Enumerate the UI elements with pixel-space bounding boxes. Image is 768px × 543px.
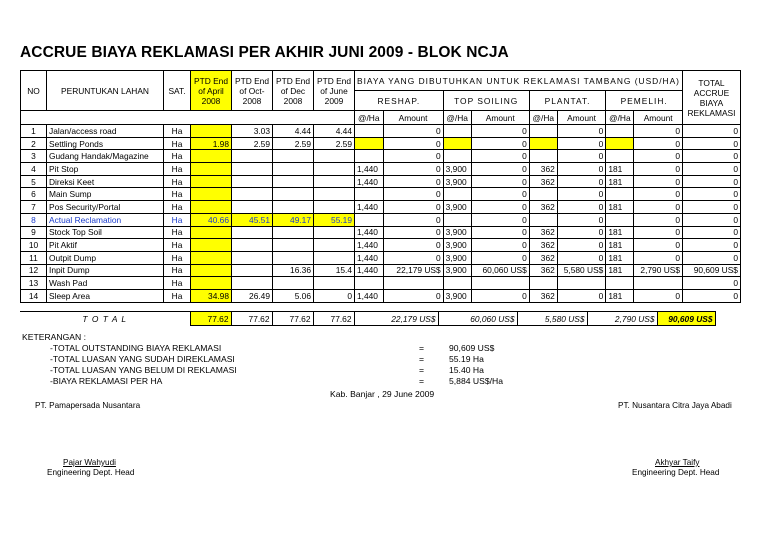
cell-name: Pit Stop — [47, 163, 164, 176]
cell-name: Stock Top Soil — [47, 226, 164, 239]
table-row — [21, 226, 741, 239]
cell-p-amt: 0 — [557, 175, 606, 188]
cell-apr — [191, 175, 232, 188]
header-ptd-oct: PTD End of Oct-2008 — [232, 71, 273, 111]
cell-no: 8 — [21, 213, 47, 226]
cell-sat: Ha — [164, 239, 191, 252]
cell-sat: Ha — [164, 251, 191, 264]
cell-jun — [314, 201, 355, 214]
header-peruntukan: PERUNTUKAN LAHAN — [47, 71, 164, 111]
cell-total: 0 — [682, 239, 740, 252]
table-row — [21, 163, 741, 176]
cell-t-ha — [443, 150, 471, 163]
cell-r-amt: 0 — [383, 239, 443, 252]
cell-no: 5 — [21, 175, 47, 188]
cell-t-ha — [443, 213, 471, 226]
cell-m-amt: 0 — [634, 163, 683, 176]
table-row — [21, 175, 741, 188]
cell-name: Pit Aktif — [47, 239, 164, 252]
cell-no: 12 — [21, 264, 47, 277]
cell-r-ha: 1,440 — [355, 163, 384, 176]
cell-p-amt: 0 — [557, 226, 606, 239]
cell-r-ha: 1,440 — [355, 226, 384, 239]
table-row — [21, 150, 741, 163]
cell-oct: 26.49 — [232, 289, 273, 302]
cell-m-ha — [606, 137, 634, 150]
reclamation-table — [20, 70, 741, 303]
cell-apr: 34.98 — [191, 289, 232, 302]
cell-r-ha — [355, 213, 384, 226]
cell-sat: Ha — [164, 277, 191, 290]
cell-m-ha — [606, 125, 634, 138]
cell-dec: 4.44 — [273, 125, 314, 138]
cell-sat: Ha — [164, 213, 191, 226]
cell-sat: Ha — [164, 264, 191, 277]
cell-m-amt: 0 — [634, 239, 683, 252]
cell-m-ha — [606, 277, 634, 290]
cell-r-amt — [383, 277, 443, 290]
cell-t-amt: 0 — [471, 163, 529, 176]
cell-m-ha: 181 — [606, 264, 634, 277]
cell-m-amt: 0 — [634, 213, 683, 226]
header-sat: SAT. — [164, 71, 191, 111]
cell-sat: Ha — [164, 226, 191, 239]
cell-no: 9 — [21, 226, 47, 239]
cell-total: 0 — [682, 137, 740, 150]
cell-t-amt — [471, 277, 529, 290]
table-row — [21, 125, 741, 138]
cell-apr — [191, 188, 232, 201]
cell-jun: 15.4 — [314, 264, 355, 277]
cell-m-ha: 181 — [606, 201, 634, 214]
header-no: NO — [21, 71, 47, 111]
header-reshap: RESHAP. — [355, 91, 444, 111]
place-date: Kab. Banjar , 29 June 2009 — [330, 389, 435, 399]
header-ptd-april: PTD End of April 2008 — [191, 71, 232, 111]
cell-jun — [314, 188, 355, 201]
keterangan-equals: = — [419, 376, 425, 386]
header-spacer — [21, 111, 355, 125]
left-company: PT. Pamapersada Nusantara — [35, 401, 141, 410]
cell-no: 2 — [21, 137, 47, 150]
cell-t-amt: 0 — [471, 175, 529, 188]
header-ptd-june: PTD End of June 2009 — [314, 71, 355, 111]
cell-total: 0 — [682, 213, 740, 226]
cell-sat: Ha — [164, 163, 191, 176]
header-top-soiling: TOP SOILING — [443, 91, 529, 111]
left-signer-title: Engineering Dept. Head — [47, 468, 135, 477]
right-company: PT. Nusantara Citra Jaya Abadi — [618, 401, 732, 410]
cell-r-ha: 1,440 — [355, 239, 384, 252]
cell-dec: 49.17 — [273, 213, 314, 226]
cell-dec — [273, 188, 314, 201]
cell-sat: Ha — [164, 175, 191, 188]
keterangan-value: 15.40 Ha — [449, 365, 484, 375]
table-row — [21, 188, 741, 201]
cell-name: Direksi Keet — [47, 175, 164, 188]
cell-oct: 3.03 — [232, 125, 273, 138]
cell-t-amt: 60,060 US$ — [471, 264, 529, 277]
cell-p-ha — [529, 277, 557, 290]
cell-p-ha: 362 — [529, 264, 557, 277]
cell-no: 10 — [21, 239, 47, 252]
cell-jun — [314, 277, 355, 290]
cell-dec: 16.36 — [273, 264, 314, 277]
cell-dec — [273, 163, 314, 176]
cell-r-amt: 0 — [383, 163, 443, 176]
cell-p-ha: 362 — [529, 175, 557, 188]
cell-sat: Ha — [164, 137, 191, 150]
cell-dec — [273, 251, 314, 264]
cell-m-amt: 0 — [634, 251, 683, 264]
cell-r-amt: 0 — [383, 188, 443, 201]
cell-apr: 1.98 — [191, 137, 232, 150]
cell-name: Sleep Area — [47, 289, 164, 302]
cell-dec — [273, 239, 314, 252]
cell-no: 14 — [21, 289, 47, 302]
cell-p-ha: 362 — [529, 201, 557, 214]
header-plantat: PLANTAT. — [529, 91, 606, 111]
cell-r-amt: 0 — [383, 226, 443, 239]
right-signer-title: Engineering Dept. Head — [632, 468, 720, 477]
table-row — [21, 251, 741, 264]
cell-t-ha: 3,900 — [443, 239, 471, 252]
cell-no: 7 — [21, 201, 47, 214]
cell-no: 13 — [21, 277, 47, 290]
cell-p-ha — [529, 125, 557, 138]
cell-apr — [191, 201, 232, 214]
header-total-accrue: TOTAL ACCRUE BIAYA REKLAMASI — [682, 71, 740, 125]
cell-dec: 2.59 — [273, 137, 314, 150]
cell-p-amt: 0 — [557, 201, 606, 214]
left-signer-name: Pajar Wahyudi — [63, 458, 116, 467]
keterangan-label: -TOTAL OUTSTANDING BIAYA REKLAMASI — [50, 343, 222, 353]
table-row — [21, 289, 741, 302]
cell-jun: 55.19 — [314, 213, 355, 226]
cell-sat: Ha — [164, 289, 191, 302]
cell-r-ha: 1,440 — [355, 264, 384, 277]
cell-total: 0 — [682, 175, 740, 188]
cell-r-ha: 1,440 — [355, 201, 384, 214]
cell-oct — [232, 226, 273, 239]
cell-t-ha: 3,900 — [443, 201, 471, 214]
table-row — [21, 201, 741, 214]
cell-p-ha: 362 — [529, 239, 557, 252]
total-label: T O T A L — [20, 312, 190, 326]
total-plantat: 5,580 US$ — [517, 312, 587, 326]
cell-r-amt: 0 — [383, 137, 443, 150]
right-signer-name: Akhyar Taify — [655, 458, 700, 467]
cell-m-ha: 181 — [606, 251, 634, 264]
cell-oct — [232, 175, 273, 188]
total-dec: 77.62 — [272, 312, 313, 326]
cell-dec — [273, 226, 314, 239]
cell-name: Main Sump — [47, 188, 164, 201]
cell-p-ha: 362 — [529, 251, 557, 264]
cell-name: Wash Pad — [47, 277, 164, 290]
cell-p-amt: 0 — [557, 150, 606, 163]
cell-sat: Ha — [164, 188, 191, 201]
table-row — [21, 137, 741, 150]
cell-jun — [314, 163, 355, 176]
cell-oct — [232, 201, 273, 214]
cell-no: 4 — [21, 163, 47, 176]
keterangan-value: 55.19 Ha — [449, 354, 484, 364]
cell-p-ha: 362 — [529, 289, 557, 302]
cell-m-amt: 0 — [634, 175, 683, 188]
cell-t-amt: 0 — [471, 226, 529, 239]
cell-m-ha: 181 — [606, 239, 634, 252]
cell-oct — [232, 163, 273, 176]
cell-t-amt: 0 — [471, 213, 529, 226]
cell-apr — [191, 125, 232, 138]
cell-t-ha: 3,900 — [443, 251, 471, 264]
cell-r-ha: 1,440 — [355, 251, 384, 264]
cell-t-ha — [443, 137, 471, 150]
cell-apr — [191, 239, 232, 252]
cell-p-amt — [557, 277, 606, 290]
cell-dec — [273, 150, 314, 163]
cell-name: Jalan/access road — [47, 125, 164, 138]
cell-r-amt: 0 — [383, 289, 443, 302]
cell-r-amt: 0 — [383, 175, 443, 188]
cell-p-amt: 0 — [557, 213, 606, 226]
cell-jun — [314, 226, 355, 239]
cell-t-amt: 0 — [471, 125, 529, 138]
cell-oct: 45.51 — [232, 213, 273, 226]
cell-m-amt: 0 — [634, 125, 683, 138]
cell-dec — [273, 201, 314, 214]
cell-t-amt: 0 — [471, 251, 529, 264]
cell-p-amt: 0 — [557, 125, 606, 138]
keterangan-value: 5,884 US$/Ha — [449, 376, 503, 386]
keterangan-label: -TOTAL LUASAN YANG SUDAH DIREKLAMASI — [50, 354, 235, 364]
cell-p-amt: 0 — [557, 188, 606, 201]
header-amount: Amount — [634, 111, 683, 125]
cell-r-ha — [355, 150, 384, 163]
cell-total: 0 — [682, 201, 740, 214]
table-row — [21, 264, 741, 277]
cell-p-ha: 362 — [529, 226, 557, 239]
cell-m-amt: 2,790 US$ — [634, 264, 683, 277]
cell-oct — [232, 239, 273, 252]
cell-dec — [273, 277, 314, 290]
cell-t-ha — [443, 188, 471, 201]
keterangan-label: -BIAYA REKLAMASI PER HA — [50, 376, 163, 386]
cell-r-amt: 0 — [383, 201, 443, 214]
cell-p-amt: 0 — [557, 137, 606, 150]
cell-t-amt: 0 — [471, 201, 529, 214]
cell-r-amt: 0 — [383, 150, 443, 163]
header-amount: Amount — [557, 111, 606, 125]
cell-m-ha — [606, 188, 634, 201]
cell-oct — [232, 150, 273, 163]
cell-name: Actual Reclamation — [47, 213, 164, 226]
total-jun: 77.62 — [313, 312, 354, 326]
keterangan-heading: KETERANGAN : — [22, 332, 86, 342]
cell-m-ha: 181 — [606, 226, 634, 239]
cell-apr — [191, 226, 232, 239]
cell-m-amt: 0 — [634, 137, 683, 150]
header-amount: Amount — [471, 111, 529, 125]
cell-apr — [191, 264, 232, 277]
header-per-ha: @/Ha — [443, 111, 471, 125]
cell-oct: 2.59 — [232, 137, 273, 150]
cell-t-amt: 0 — [471, 150, 529, 163]
cell-jun: 2.59 — [314, 137, 355, 150]
cell-r-ha: 1,440 — [355, 289, 384, 302]
cell-total: 0 — [682, 289, 740, 302]
cell-no: 3 — [21, 150, 47, 163]
cell-total: 0 — [682, 251, 740, 264]
cell-t-amt: 0 — [471, 137, 529, 150]
header-amount: Amount — [383, 111, 443, 125]
page-title: ACCRUE BIAYA REKLAMASI PER AKHIR JUNI 2009 - BLOK NCJA — [20, 44, 509, 61]
total-table — [20, 311, 716, 326]
cell-total: 0 — [682, 125, 740, 138]
cell-total: 0 — [682, 188, 740, 201]
cell-apr — [191, 251, 232, 264]
cell-p-amt: 0 — [557, 163, 606, 176]
cell-r-amt: 22,179 US$ — [383, 264, 443, 277]
cell-jun — [314, 175, 355, 188]
keterangan-value: 90,609 US$ — [449, 343, 495, 353]
cell-r-amt: 0 — [383, 251, 443, 264]
cell-p-amt: 0 — [557, 289, 606, 302]
cell-sat: Ha — [164, 125, 191, 138]
header-per-ha: @/Ha — [529, 111, 557, 125]
cell-r-ha — [355, 125, 384, 138]
cell-r-amt: 0 — [383, 213, 443, 226]
cell-m-amt: 0 — [634, 201, 683, 214]
cell-no: 6 — [21, 188, 47, 201]
header-pemelih: PEMELIH. — [606, 91, 683, 111]
cell-p-amt: 0 — [557, 239, 606, 252]
cell-apr: 40.66 — [191, 213, 232, 226]
cell-oct — [232, 277, 273, 290]
cell-m-amt: 0 — [634, 150, 683, 163]
header-ptd-dec: PTD End of Dec 2008 — [273, 71, 314, 111]
total-grand: 90,609 US$ — [657, 312, 715, 326]
cell-t-amt: 0 — [471, 188, 529, 201]
cell-total: 90,609 US$ — [682, 264, 740, 277]
cell-r-ha: 1,440 — [355, 175, 384, 188]
cell-t-ha — [443, 277, 471, 290]
cell-m-ha — [606, 150, 634, 163]
keterangan-equals: = — [419, 365, 425, 375]
cell-p-ha — [529, 213, 557, 226]
cell-oct — [232, 188, 273, 201]
cell-p-amt: 0 — [557, 251, 606, 264]
cell-t-ha: 3,900 — [443, 264, 471, 277]
header-biaya: BIAYA YANG DIBUTUHKAN UNTUK REKLAMASI TAMBANG (USD/HA) — [355, 71, 683, 91]
cell-m-ha: 181 — [606, 289, 634, 302]
cell-t-ha: 3,900 — [443, 226, 471, 239]
cell-m-ha: 181 — [606, 175, 634, 188]
cell-sat: Ha — [164, 150, 191, 163]
total-apr: 77.62 — [190, 312, 231, 326]
cell-name: Inpit Dump — [47, 264, 164, 277]
header-per-ha: @/Ha — [606, 111, 634, 125]
total-reshap: 22,179 US$ — [354, 312, 438, 326]
cell-p-ha — [529, 150, 557, 163]
cell-apr — [191, 277, 232, 290]
cell-p-ha: 362 — [529, 163, 557, 176]
cell-no: 1 — [21, 125, 47, 138]
cell-p-ha — [529, 188, 557, 201]
total-pemelih: 2,790 US$ — [587, 312, 657, 326]
cell-r-ha — [355, 188, 384, 201]
cell-t-amt: 0 — [471, 239, 529, 252]
cell-name: Outpit Dump — [47, 251, 164, 264]
cell-oct — [232, 251, 273, 264]
cell-p-amt: 5,580 US$ — [557, 264, 606, 277]
total-oct: 77.62 — [231, 312, 272, 326]
cell-r-ha — [355, 277, 384, 290]
cell-jun — [314, 239, 355, 252]
cell-t-ha — [443, 125, 471, 138]
cell-t-ha: 3,900 — [443, 175, 471, 188]
keterangan-equals: = — [419, 343, 425, 353]
cell-jun: 4.44 — [314, 125, 355, 138]
table-row — [21, 277, 741, 290]
cell-m-amt — [634, 277, 683, 290]
cell-m-amt: 0 — [634, 188, 683, 201]
cell-r-amt: 0 — [383, 125, 443, 138]
cell-t-ha: 3,900 — [443, 289, 471, 302]
header-per-ha: @/Ha — [355, 111, 384, 125]
cell-name: Settling Ponds — [47, 137, 164, 150]
total-row — [20, 312, 715, 326]
cell-t-ha: 3,900 — [443, 163, 471, 176]
cell-oct — [232, 264, 273, 277]
table-row — [21, 213, 741, 226]
cell-sat: Ha — [164, 201, 191, 214]
keterangan-equals: = — [419, 354, 425, 364]
cell-jun: 0 — [314, 289, 355, 302]
table-row — [21, 239, 741, 252]
cell-total: 0 — [682, 277, 740, 290]
total-top-soiling: 60,060 US$ — [438, 312, 517, 326]
cell-dec: 5.06 — [273, 289, 314, 302]
cell-total: 0 — [682, 163, 740, 176]
cell-t-amt: 0 — [471, 289, 529, 302]
cell-m-amt: 0 — [634, 289, 683, 302]
cell-r-ha — [355, 137, 384, 150]
cell-no: 11 — [21, 251, 47, 264]
cell-dec — [273, 175, 314, 188]
cell-apr — [191, 150, 232, 163]
keterangan-label: -TOTAL LUASAN YANG BELUM DI REKLAMASI — [50, 365, 237, 375]
cell-m-ha — [606, 213, 634, 226]
cell-jun — [314, 251, 355, 264]
cell-total: 0 — [682, 150, 740, 163]
cell-p-ha — [529, 137, 557, 150]
cell-name: Gudang Handak/Magazine — [47, 150, 164, 163]
cell-jun — [314, 150, 355, 163]
cell-m-ha: 181 — [606, 163, 634, 176]
cell-name: Pos Security/Portal — [47, 201, 164, 214]
cell-m-amt: 0 — [634, 226, 683, 239]
cell-apr — [191, 163, 232, 176]
cell-total: 0 — [682, 226, 740, 239]
